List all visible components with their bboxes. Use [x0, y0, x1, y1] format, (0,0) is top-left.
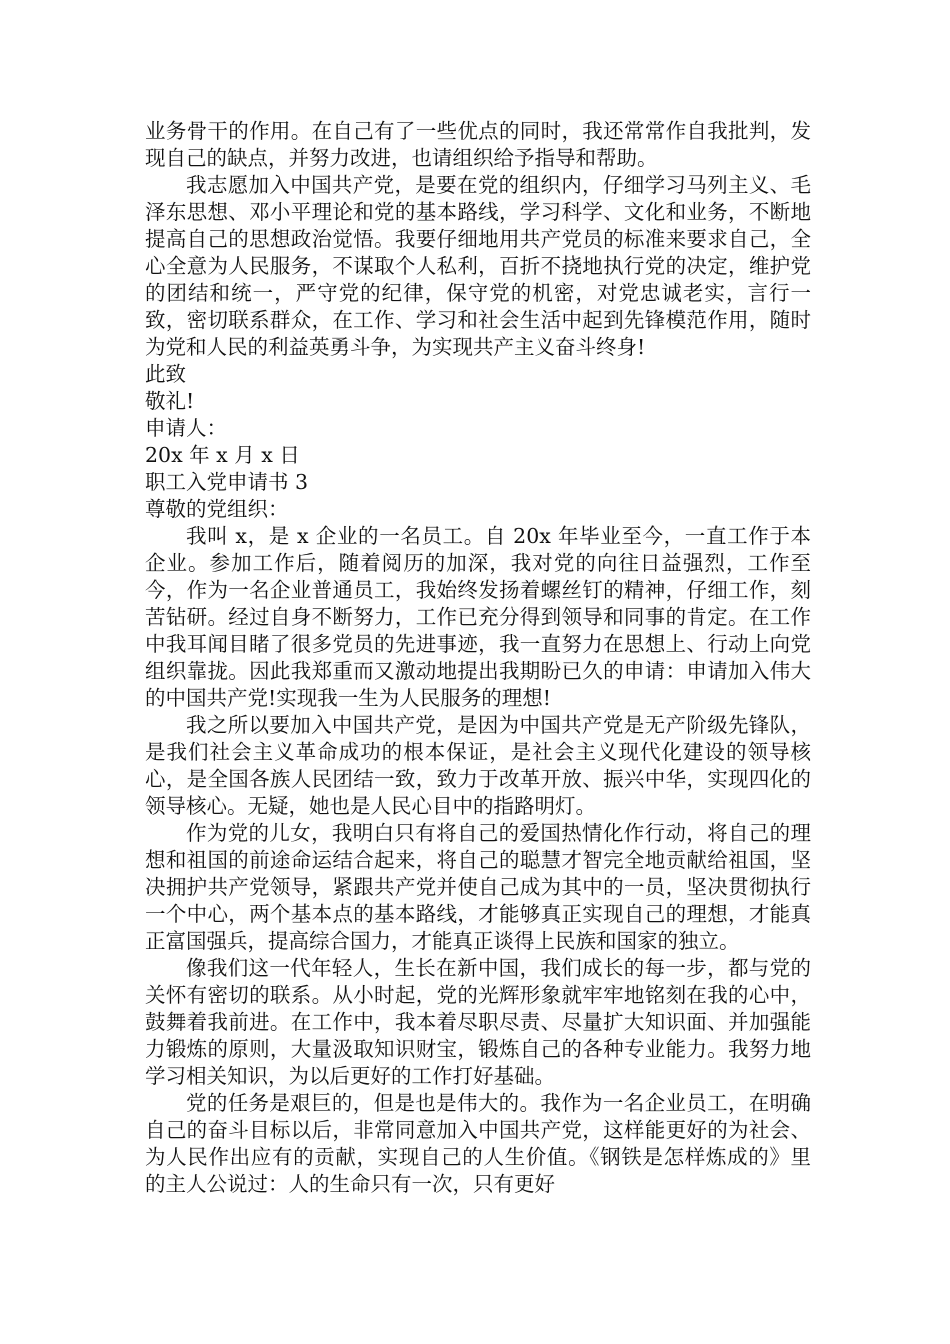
paragraph-youth: 像我们这一代年轻人，生长在新中国，我们成长的每一步，都与党的关怀有密切的联系。从小时起，党的光辉形象就牢牢地铭刻在我的心中，鼓舞着我前进。在工作中，我本着尽职尽责、尽量扩大知识面、并加强能力锻炼的原则，大量汲取知识财宝，锻炼自己的各种专业能力。我努力地学习相关知识，为以后更好的工作打好基础。 [145, 956, 811, 1088]
paragraph-continued: 业务骨干的作用。在自己有了一些优点的同时，我还常常作自我批判，发现自己的缺点，并努力改进，也请组织给予指导和帮助。 [145, 119, 811, 170]
closing-salute: 敬礼! [145, 389, 195, 413]
section-title: 职工入党申请书 3 [145, 470, 309, 494]
document-page [145, 118, 811, 1198]
date-line: 20x 年 x 月 x 日 [145, 443, 300, 467]
paragraph-commitment: 作为党的儿女，我明白只有将自己的爱国热情化作行动，将自己的理想和祖国的前途命运结合起来，将自己的聪慧才智完全地贡献给祖国，坚决拥护共产党领导，紧跟共产党并使自己成为其中的一员，坚决贯彻执行一个中心，两个基本点的基本路线，才能够真正实现自己的理想，才能真正富国强兵，提高综合国力，才能真正谈得上民族和国家的独立。 [145, 821, 811, 953]
closing-greeting: 此致 [145, 362, 186, 386]
paragraph-task: 党的任务是艰巨的，但是也是伟大的。我作为一名企业员工，在明确自己的奋斗目标以后，非常同意加入中国共产党，这样能更好的为社会、为人民作出应有的贡献，实现自己的人生价值。《钢铁是怎样炼成的》里的主人公说过：人的生命只有一次，只有更好 [145, 1091, 811, 1196]
applicant-label: 申请人： [145, 416, 227, 440]
paragraph-introduction: 我叫 x，是 x 企业的一名员工。自 20x 年毕业至今，一直工作于本企业。参加工作后，随着阅历的加深，我对党的向往日益强烈，工作至今，作为一名企业普通员工，我始终发扬着螺丝钉的精神，仔细工作，刻苦钻研。经过自身不断努力，工作已充分得到领导和同事的肯定。在工作中我耳闻目睹了很多党员的先进事迹，我一直努力在思想上、行动上向党组织靠拢。因此我郑重而又激动地提出我期盼已久的申请：申请加入伟大的中国共产党!实现我一生为人民服务的理想! [145, 524, 811, 710]
salutation: 尊敬的党组织： [145, 497, 289, 521]
paragraph-pledge: 我志愿加入中国共产党，是要在党的组织内，仔细学习马列主义、毛泽东思想、邓小平理论和党的基本路线，学习科学、文化和业务，不断地提高自己的思想政治觉悟。我要仔细地用共产党员的标准来要求自己，全心全意为人民服务，不谋取个人私利，百折不挠地执行党的决定，维护党的团结和统一，严守党的纪律，保守党的机密，对党忠诚老实，言行一致，密切联系群众，在工作、学习和社会生活中起到先锋模范作用，随时为党和人民的利益英勇斗争，为实现共产主义奋斗终身! [145, 173, 811, 359]
paragraph-reason: 我之所以要加入中国共产党，是因为中国共产党是无产阶级先锋队，是我们社会主义革命成功的根本保证，是社会主义现代化建设的领导核心，是全国各族人民团结一致，致力于改革开放、振兴中华，实现四化的领导核心。无疑，她也是人民心目中的指路明灯。 [145, 713, 811, 818]
